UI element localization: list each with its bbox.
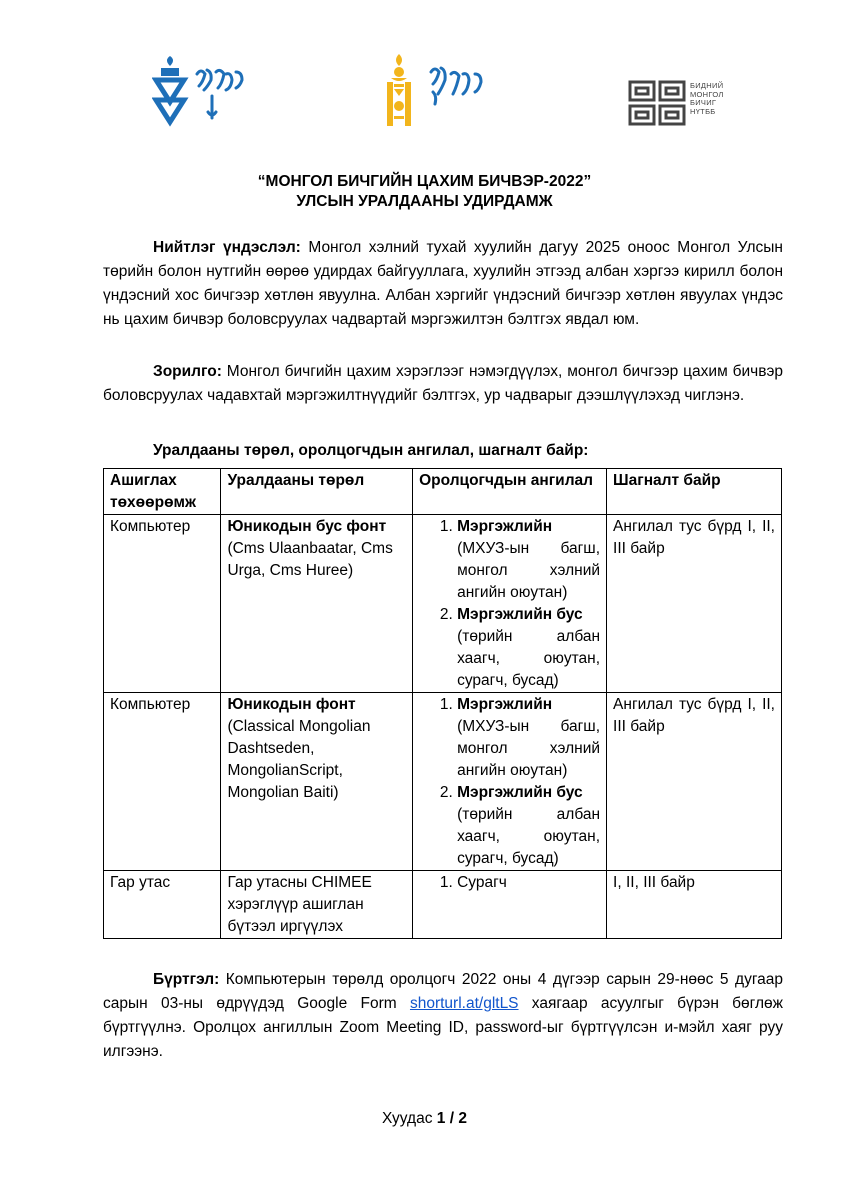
- registration-text-before: Компьютерын төрөлд оролцогч 2022 оны 4 дүгээр сарын 29-нөөс 5 дугаар сарын 03-ны өдрүүдэд Google Form: [103, 971, 783, 1012]
- table-row: [104, 515, 782, 693]
- header-type: Уралдааны төрөл: [221, 469, 413, 515]
- registration-label: Бүртгэл:: [153, 971, 220, 988]
- page-label: Хуудас: [382, 1110, 433, 1127]
- header-device: Ашиглах төхөөрөмж: [104, 469, 221, 515]
- type-name: Юникодын бус фонт: [227, 518, 387, 535]
- document-title: [0, 172, 849, 212]
- page-current: 1: [436, 1110, 446, 1127]
- table-header-row: [104, 469, 782, 515]
- type-fonts: (Classical Mongolian Dashtseden, MongolianScript, Mongolian Baiti): [227, 718, 371, 801]
- table-row: [104, 871, 782, 939]
- registration-link[interactable]: shorturl.at/gltLS: [409, 995, 519, 1012]
- title-line-1: “МОНГОЛ БИЧГИЙН ЦАХИМ БИЧВЭР-2022”: [257, 173, 592, 190]
- cell-category: [413, 871, 607, 939]
- mongolian-script-academy-logo: [152, 52, 262, 132]
- type-fonts: (Cms Ulaanbaatar, Cms Urga, Cms Huree): [227, 540, 393, 579]
- page-separator: /: [449, 1110, 455, 1127]
- logo3-text: БИДНИЙ МОНГОЛ БИЧИГ НҮТББ: [690, 81, 724, 116]
- intro-text: Монгол хэлний тухай хуулийн дагуу 2025 оноос Монгол Улсын төрийн болон нутгийн өөрөө удирдах байгууллага, хуулийн этгээд албан хэргээ кирилл болон үндэсний хос бичгээр хөтлөн явуулна. Албан хэргийг үндэсний бичгээр хөтлөн явуулах үндэс нь цахим бичвэр боловсруулах чадвартай мэргэжилтэн бэлтгэх явдал юм.: [103, 239, 783, 328]
- logo-row: [0, 52, 849, 132]
- goal-text: Монгол бичгийн цахим хэрэглээг нэмэгдүүлэх, монгол бичгээр цахим бичвэр боловсруулах чадавхтай мэргэжилтнүүдийг бэлтгэх, ур чадварыг дээшлүүлэхэд чиглэнэ.: [103, 363, 783, 404]
- maze-pattern-icon: [628, 80, 686, 126]
- table-row: [104, 693, 782, 871]
- category-nonprofessional: Мэргэжлийн бус: [457, 784, 583, 801]
- cell-type: [221, 693, 413, 871]
- cell-device: Гар утас: [104, 871, 221, 939]
- type-name: Юникодын фонт: [227, 696, 356, 713]
- cell-category: [413, 515, 607, 693]
- goal-paragraph: [103, 360, 783, 408]
- goal-label: Зорилго:: [153, 363, 222, 380]
- category-professional: Мэргэжлийн: [457, 696, 553, 713]
- header-award: Шагналт байр: [607, 469, 782, 515]
- cell-category: [413, 693, 607, 871]
- cell-award: I, II, III байр: [607, 871, 782, 939]
- cell-type: [221, 515, 413, 693]
- cell-award: Ангилал тус бүрд I, II, III байр: [607, 515, 782, 693]
- category-nonprofessional-desc: (төрийн албан хаагч, оюутан, сурагч, бусад): [457, 806, 601, 867]
- cell-type: Гар утасны CHIMEE хэрэглүүр ашиглан бүтээл иргүүлэх: [221, 871, 413, 939]
- cell-device: Компьютер: [104, 693, 221, 871]
- category-professional-desc: (МХУЗ-ын багш, монгол хэлний ангийн оюутан): [457, 718, 601, 779]
- category-nonprofessional-desc: (төрийн албан хаагч, оюутан, сурагч, бусад): [457, 628, 601, 689]
- page-number: [0, 1110, 849, 1128]
- category-professional: Мэргэжлийн: [457, 518, 553, 535]
- soyombo-logo: [383, 52, 498, 132]
- cell-device: Компьютер: [104, 515, 221, 693]
- page-total: 2: [458, 1110, 467, 1127]
- category-professional-desc: (МХУЗ-ын багш, монгол хэлний ангийн оюутан): [457, 540, 601, 601]
- bidnii-mongol-bichig-logo: [628, 80, 748, 130]
- cell-award: Ангилал тус бүрд I, II, III байр: [607, 693, 782, 871]
- intro-paragraph: [103, 236, 783, 332]
- competition-table: [103, 468, 782, 939]
- category-student: Сурагч: [457, 874, 507, 891]
- registration-paragraph: [103, 968, 783, 1064]
- intro-label: Нийтлэг үндэслэл:: [153, 239, 301, 256]
- title-line-2: УЛСЫН УРАЛДААНЫ УДИРДАМЖ: [296, 193, 553, 210]
- registration-text-after: хаягаар асуулгыг бүрэн бөглөж бүртгүүлнэ. Оролцох ангиллын Zoom Meeting ID, password-ыг бүртгүүлсэн и-мэйл хаяг руу илгээнэ.: [103, 995, 783, 1060]
- table-heading: Уралдааны төрөл, оролцогчдын ангилал, шагналт байр:: [153, 442, 589, 459]
- header-category: Оролцогчдын ангилал: [413, 469, 607, 515]
- category-nonprofessional: Мэргэжлийн бус: [457, 606, 583, 623]
